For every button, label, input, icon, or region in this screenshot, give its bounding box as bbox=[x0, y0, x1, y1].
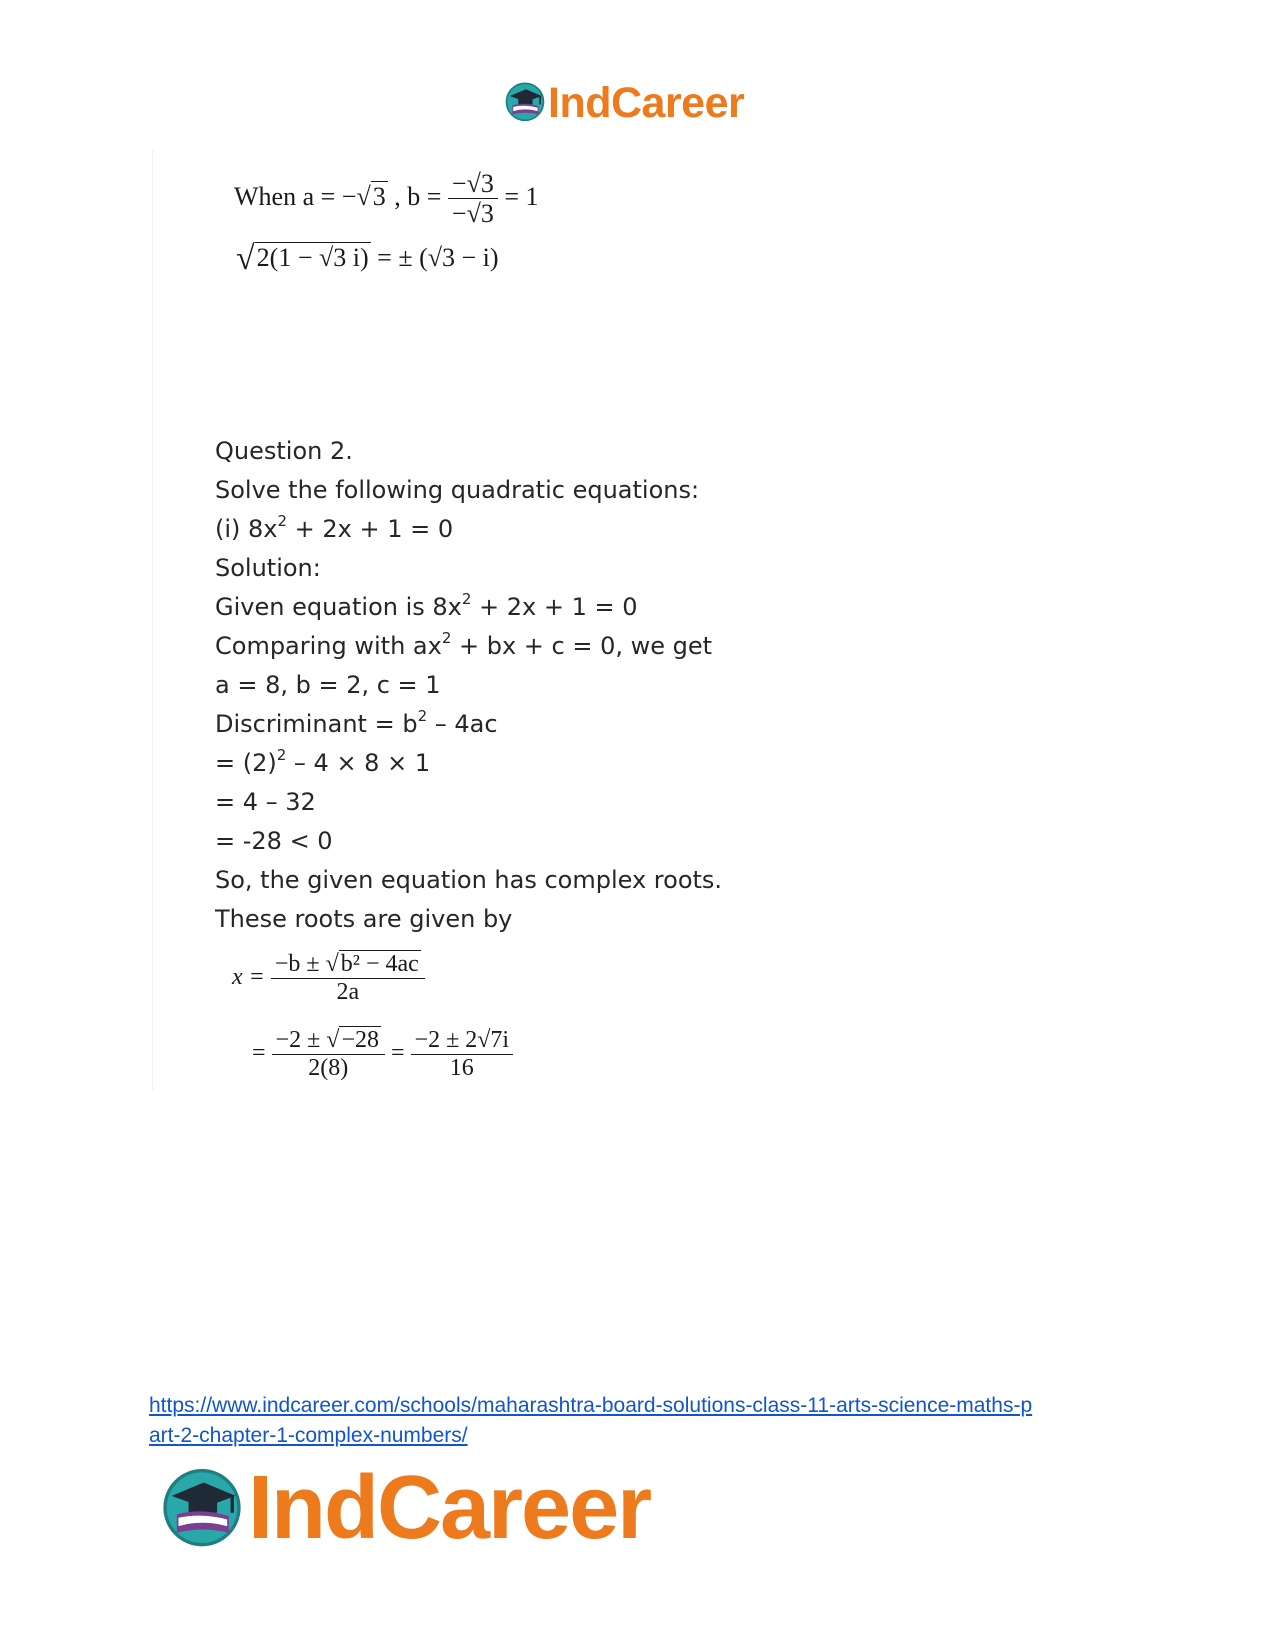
denominator: −√3 bbox=[451, 199, 494, 229]
header-logo bbox=[504, 78, 744, 128]
roots-intro-line: These roots are given by bbox=[215, 905, 513, 933]
sqrt-symbol: √3 bbox=[356, 181, 386, 211]
coefficients-line: a = 8, b = 2, c = 1 bbox=[215, 671, 441, 699]
fraction bbox=[271, 952, 425, 1005]
footer-logo-text: IndCareer bbox=[248, 1457, 651, 1558]
numerator: −2 ± 2√7i bbox=[411, 1028, 514, 1055]
sqrt-symbol: √b² − 4ac bbox=[325, 951, 419, 977]
fraction bbox=[411, 1028, 514, 1081]
denominator: 2a bbox=[336, 979, 360, 1006]
sqrt-symbol: √−28 bbox=[326, 1027, 379, 1053]
text: (i) 8x bbox=[215, 515, 278, 543]
graduation-book-emblem-icon bbox=[160, 1464, 244, 1552]
math-text: x = bbox=[232, 964, 265, 991]
footer-logo bbox=[160, 1457, 651, 1558]
radicand: 2(1 − √3 i) bbox=[256, 243, 369, 272]
text: + 2x + 1 = 0 bbox=[471, 593, 638, 621]
text: −b ± bbox=[274, 951, 326, 977]
superscript: 2 bbox=[417, 707, 428, 725]
question-part bbox=[215, 510, 722, 549]
fraction bbox=[272, 1028, 385, 1081]
step-line-2: = 4 – 32 bbox=[215, 788, 316, 816]
text: Discriminant = b bbox=[215, 710, 418, 738]
superscript: 2 bbox=[441, 629, 452, 647]
denominator: 16 bbox=[449, 1055, 474, 1082]
numerator: −√3 bbox=[448, 170, 498, 199]
math-text: = bbox=[390, 1040, 405, 1067]
text: + 2x + 1 = 0 bbox=[287, 515, 454, 543]
url-line-2[interactable]: art-2-chapter-1-complex-numbers/ bbox=[149, 1424, 468, 1447]
radicand: 3 bbox=[372, 181, 386, 211]
discriminant-line bbox=[215, 705, 722, 744]
header-logo-text: IndCareer bbox=[548, 78, 745, 127]
numerator bbox=[272, 1028, 385, 1055]
fraction bbox=[448, 170, 498, 228]
graduation-book-emblem-icon bbox=[504, 80, 546, 126]
text: = (2) bbox=[215, 749, 277, 777]
math-line-sqrt-result bbox=[236, 240, 499, 278]
conclusion-line: So, the given equation has complex roots. bbox=[215, 866, 723, 894]
math-line-quadratic-formula bbox=[232, 952, 425, 1005]
solution-label: Solution: bbox=[215, 554, 321, 582]
math-line-when-a bbox=[234, 170, 539, 228]
math-text: = ± (√3 − i) bbox=[377, 243, 499, 272]
question-block bbox=[215, 432, 722, 939]
math-text: When a = − bbox=[234, 181, 357, 211]
source-url-link[interactable] bbox=[149, 1391, 1139, 1451]
radicand: −28 bbox=[341, 1027, 379, 1053]
text: −2 ± bbox=[275, 1027, 327, 1053]
given-equation bbox=[215, 588, 722, 627]
url-line-1[interactable]: https://www.indcareer.com/schools/maharashtra-board-solutions-class-11-arts-science-maths-p bbox=[149, 1394, 1033, 1417]
math-line-substitution bbox=[252, 1028, 513, 1081]
math-text: = 1 bbox=[504, 181, 539, 211]
text: Given equation is 8x bbox=[215, 593, 462, 621]
text: + bx + c = 0, we get bbox=[451, 632, 713, 660]
sqrt-symbol: √2(1 − √3 i) bbox=[236, 240, 369, 277]
step-line-1 bbox=[215, 744, 722, 783]
math-text: = bbox=[252, 1040, 266, 1067]
superscript: 2 bbox=[277, 512, 288, 530]
text: – 4 × 8 × 1 bbox=[286, 749, 431, 777]
superscript: 2 bbox=[461, 590, 472, 608]
question-title: Question 2. bbox=[215, 437, 353, 465]
step-line-3: = -28 < 0 bbox=[215, 827, 333, 855]
numerator bbox=[271, 952, 425, 979]
radicand: b² − 4ac bbox=[340, 951, 419, 977]
text: – 4ac bbox=[427, 710, 498, 738]
comparing-line bbox=[215, 627, 722, 666]
question-prompt: Solve the following quadratic equations: bbox=[215, 476, 700, 504]
superscript: 2 bbox=[276, 746, 287, 764]
denominator: 2(8) bbox=[308, 1055, 349, 1082]
math-text: , b = bbox=[394, 181, 442, 211]
text: Comparing with ax bbox=[215, 632, 442, 660]
